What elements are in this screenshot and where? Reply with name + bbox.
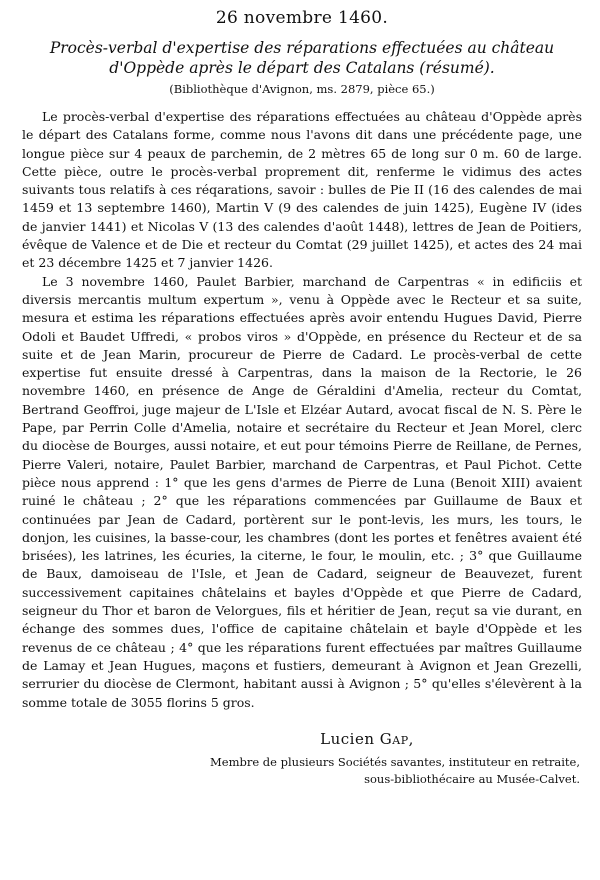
author-role: [152, 754, 582, 788]
author-name: [152, 730, 582, 748]
paragraph-1: Le procès-verbal d'expertise des réparations effectuées au château d'Oppède après le départ des Catalans forme, comme nous l'avons dit dans une précédente page, une longue pièce sur 4 peaux de parchemin, de 2 mètres 65 de long sur 0 m. 60 de large. Cette pièce, outre le procès-verbal proprement dit, renferme le vidimus des actes suivants tous relatifs à ces réqarations, savoir : bulles de Pie II (16 des calendes de mai 1459 et 13 septembre 1460), Martin V (9 des calendes de juin 1425), Eugène IV (ides de janvier 1441) et Nicolas V (13 des calendes d'août 1448), lettres de Jean de Poitiers, évêque de Valence et de Die et recteur du Comtat (29 juillet 1425), et actes des 24 mai et 23 décembre 1425 et 7 janvier 1426.: [22, 109, 582, 271]
author-first-name: Lucien: [320, 729, 375, 748]
document-body: [22, 108, 582, 712]
paragraph-2: Le 3 novembre 1460, Paulet Barbier, marchand de Carpentras « in edificiis et diversis mercantis multum expertum », venu à Oppède avec le Recteur et sa suite, mesura et estima les réparations effectuées après avoir entendu Hugues David, Pierre Odoli et Baudet Uffredi, « probos viros » d'Oppède, en présence du Recteur et de sa suite et de Jean Marin, procureur de Pierre de Cadard. Le procès-verbal de cette expertise fut ensuite dressé à Carpentras, dans la maison de la Rectorie, le 26 novembre 1460, en présence de Ange de Géraldini d'Amelia, recteur du Comtat, Bertrand Geoffroi, juge majeur de L'Isle et Elzéar Autard, avocat fiscal de N. S. Père le Pape, par Perrin Colle d'Amelia, notaire et secrétaire du Recteur et Jean Morel, clerc du diocèse de Bourges, aussi notaire, et eut pour témoins Pierre de Reillane, de Pernes, Pierre Valeri, notaire, Paulet Barbier, marchand de Carpentras, et Paul Pichot. Cette pièce nous apprend : 1° que les gens d'armes de Pierre de Luna (Benoit XIII) avaient ruiné le château ; 2° que les réparations commencées par Guillaume de Baux et continuées par Jean de Cadard, portèrent sur le pont-levis, les murs, les tours, le donjon, les cuisines, la basse-cour, les chambres (dont les portes et fenêtres avaient été brisées), les latrines, les écuries, la citerne, le four, le moulin, etc. ; 3° que Guillaume de Baux, damoiseau de l'Isle, et Jean de Cadard, seigneur de Beauvezet, furent successivement capitaines châtelains et bayles d'Oppède et que Pierre de Cadard, seigneur du Thor et baron de Velorgues, fils et héritier de Jean, reçut sa vie durant, en échange des sommes dues, l'office de capitaine châtelain et bayle d'Oppède et les revenus de ce château ; 4° que les réparations furent effectuées par maîtres Guillaume de Lamay et Jean Hugues, maçons et fustiers, demeurant à Avignon et Jean Grezelli, serrurier du diocèse de Clermont, habitant aussi à Avignon ; 5° qu'elles s'élevèrent à la somme totale de 3055 florins 5 gros.: [22, 273, 582, 710]
document-date: 26 novembre 1460.: [215, 8, 389, 28]
title-line-1: Procès-verbal d'expertise des réparations effectuées au château: [49, 39, 555, 57]
author-role-line-2: sous-bibliothécaire au Musée-Calvet.: [364, 771, 580, 786]
document-title: [22, 38, 582, 78]
signature-block: [22, 730, 582, 788]
source-reference: (Bibliothèque d'Avignon, ms. 2879, pièce 65.): [169, 82, 435, 96]
author-last-name: Gap,: [379, 729, 414, 748]
title-line-2: d'Oppède après le départ des Catalans (résumé).: [109, 59, 495, 77]
author-role-line-1: Membre de plusieurs Sociétés savantes, instituteur en retraite,: [210, 754, 580, 769]
